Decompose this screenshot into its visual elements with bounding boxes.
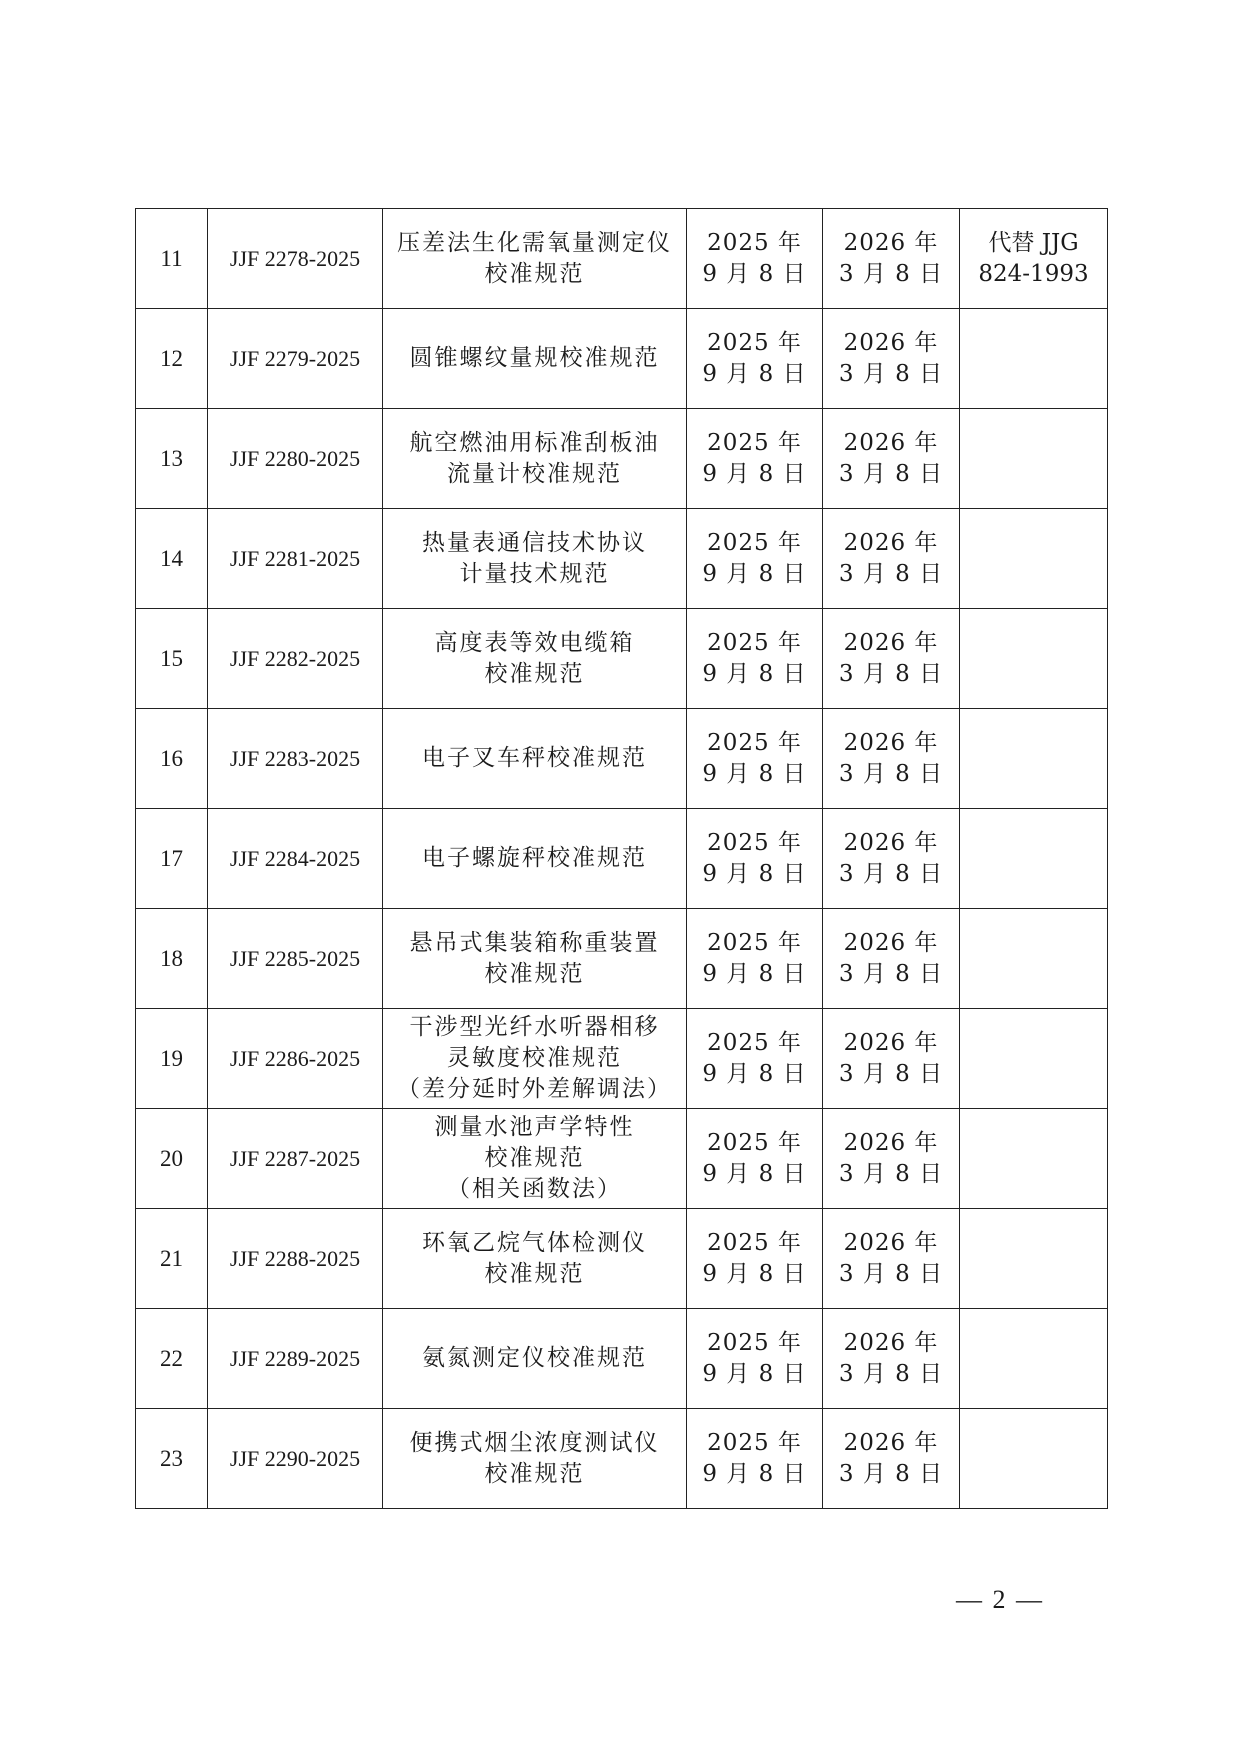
row-number: 21 bbox=[136, 1209, 208, 1309]
table-row bbox=[136, 1209, 1108, 1309]
effective-date: 2026 年 3 月 8 日 bbox=[823, 809, 960, 909]
remark: 代替 JJG 824-1993 bbox=[960, 209, 1108, 309]
standard-code: JJF 2278-2025 bbox=[208, 209, 383, 309]
remark bbox=[960, 709, 1108, 809]
table-row bbox=[136, 709, 1108, 809]
row-number: 16 bbox=[136, 709, 208, 809]
remark bbox=[960, 1409, 1108, 1509]
standard-code: JJF 2286-2025 bbox=[208, 1009, 383, 1109]
standard-name: 氨氮测定仪校准规范 bbox=[383, 1309, 687, 1409]
standard-name: 测量水池声学特性 校准规范 （相关函数法） bbox=[383, 1109, 687, 1209]
standard-code: JJF 2283-2025 bbox=[208, 709, 383, 809]
effective-date: 2026 年 3 月 8 日 bbox=[823, 709, 960, 809]
effective-date: 2026 年 3 月 8 日 bbox=[823, 1209, 960, 1309]
approval-date: 2025 年 9 月 8 日 bbox=[687, 309, 823, 409]
standard-code: JJF 2290-2025 bbox=[208, 1409, 383, 1509]
table-row bbox=[136, 1309, 1108, 1409]
standard-code: JJF 2285-2025 bbox=[208, 909, 383, 1009]
row-number: 22 bbox=[136, 1309, 208, 1409]
row-number: 11 bbox=[136, 209, 208, 309]
standards-table-body bbox=[136, 209, 1108, 1509]
standard-name: 便携式烟尘浓度测试仪 校准规范 bbox=[383, 1409, 687, 1509]
standards-table bbox=[135, 208, 1108, 1509]
remark bbox=[960, 609, 1108, 709]
standard-name: 干涉型光纤水听器相移 灵敏度校准规范 （差分延时外差解调法） bbox=[383, 1009, 687, 1109]
effective-date: 2026 年 3 月 8 日 bbox=[823, 1409, 960, 1509]
effective-date: 2026 年 3 月 8 日 bbox=[823, 309, 960, 409]
effective-date: 2026 年 3 月 8 日 bbox=[823, 509, 960, 609]
table-row bbox=[136, 609, 1108, 709]
effective-date: 2026 年 3 月 8 日 bbox=[823, 1309, 960, 1409]
standard-name: 环氧乙烷气体检测仪 校准规范 bbox=[383, 1209, 687, 1309]
remark bbox=[960, 909, 1108, 1009]
remark bbox=[960, 509, 1108, 609]
approval-date: 2025 年 9 月 8 日 bbox=[687, 809, 823, 909]
remark bbox=[960, 1209, 1108, 1309]
standard-name: 热量表通信技术协议 计量技术规范 bbox=[383, 509, 687, 609]
standard-name: 电子叉车秤校准规范 bbox=[383, 709, 687, 809]
row-number: 13 bbox=[136, 409, 208, 509]
row-number: 17 bbox=[136, 809, 208, 909]
remark bbox=[960, 809, 1108, 909]
approval-date: 2025 年 9 月 8 日 bbox=[687, 709, 823, 809]
row-number: 15 bbox=[136, 609, 208, 709]
table-row bbox=[136, 409, 1108, 509]
approval-date: 2025 年 9 月 8 日 bbox=[687, 1209, 823, 1309]
remark bbox=[960, 1009, 1108, 1109]
standard-name: 高度表等效电缆箱 校准规范 bbox=[383, 609, 687, 709]
table-row bbox=[136, 309, 1108, 409]
table-row bbox=[136, 1409, 1108, 1509]
standard-code: JJF 2280-2025 bbox=[208, 409, 383, 509]
standard-name: 航空燃油用标准刮板油 流量计校准规范 bbox=[383, 409, 687, 509]
standard-code: JJF 2287-2025 bbox=[208, 1109, 383, 1209]
standard-code: JJF 2288-2025 bbox=[208, 1209, 383, 1309]
remark bbox=[960, 1109, 1108, 1209]
remark bbox=[960, 409, 1108, 509]
table-row bbox=[136, 909, 1108, 1009]
table-row bbox=[136, 1009, 1108, 1109]
remark bbox=[960, 309, 1108, 409]
standard-code: JJF 2281-2025 bbox=[208, 509, 383, 609]
row-number: 18 bbox=[136, 909, 208, 1009]
table-row bbox=[136, 1109, 1108, 1209]
approval-date: 2025 年 9 月 8 日 bbox=[687, 909, 823, 1009]
row-number: 12 bbox=[136, 309, 208, 409]
approval-date: 2025 年 9 月 8 日 bbox=[687, 1409, 823, 1509]
effective-date: 2026 年 3 月 8 日 bbox=[823, 909, 960, 1009]
table-row bbox=[136, 209, 1108, 309]
standard-name: 圆锥螺纹量规校准规范 bbox=[383, 309, 687, 409]
standard-code: JJF 2282-2025 bbox=[208, 609, 383, 709]
approval-date: 2025 年 9 月 8 日 bbox=[687, 409, 823, 509]
approval-date: 2025 年 9 月 8 日 bbox=[687, 209, 823, 309]
standard-code: JJF 2279-2025 bbox=[208, 309, 383, 409]
row-number: 14 bbox=[136, 509, 208, 609]
approval-date: 2025 年 9 月 8 日 bbox=[687, 509, 823, 609]
standard-name: 电子螺旋秤校准规范 bbox=[383, 809, 687, 909]
standard-code: JJF 2284-2025 bbox=[208, 809, 383, 909]
approval-date: 2025 年 9 月 8 日 bbox=[687, 1109, 823, 1209]
effective-date: 2026 年 3 月 8 日 bbox=[823, 1009, 960, 1109]
approval-date: 2025 年 9 月 8 日 bbox=[687, 1009, 823, 1109]
approval-date: 2025 年 9 月 8 日 bbox=[687, 1309, 823, 1409]
effective-date: 2026 年 3 月 8 日 bbox=[823, 609, 960, 709]
remark bbox=[960, 1309, 1108, 1409]
row-number: 19 bbox=[136, 1009, 208, 1109]
standard-name: 悬吊式集装箱称重装置 校准规范 bbox=[383, 909, 687, 1009]
row-number: 23 bbox=[136, 1409, 208, 1509]
effective-date: 2026 年 3 月 8 日 bbox=[823, 409, 960, 509]
standard-name: 压差法生化需氧量测定仪 校准规范 bbox=[383, 209, 687, 309]
page-number: — 2 — bbox=[956, 1585, 1044, 1614]
approval-date: 2025 年 9 月 8 日 bbox=[687, 609, 823, 709]
effective-date: 2026 年 3 月 8 日 bbox=[823, 1109, 960, 1209]
row-number: 20 bbox=[136, 1109, 208, 1209]
effective-date: 2026 年 3 月 8 日 bbox=[823, 209, 960, 309]
standard-code: JJF 2289-2025 bbox=[208, 1309, 383, 1409]
table-row bbox=[136, 809, 1108, 909]
table-row bbox=[136, 509, 1108, 609]
